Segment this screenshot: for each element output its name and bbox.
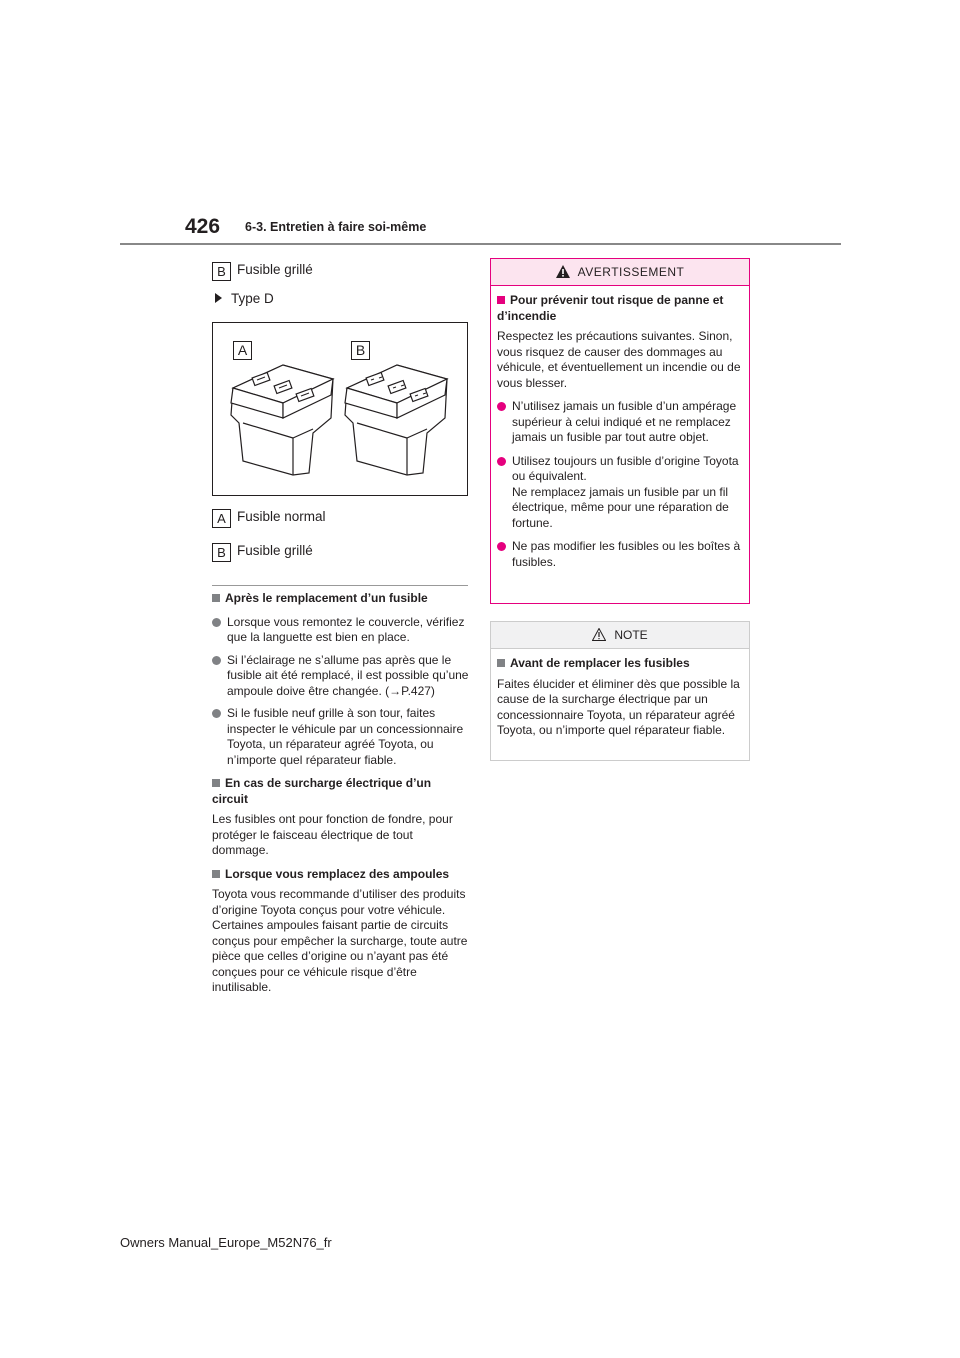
legend-key: B bbox=[212, 543, 231, 562]
square-bullet-icon bbox=[212, 594, 220, 602]
legend-text: Fusible grillé bbox=[237, 543, 313, 558]
warning-bullet: Utilisez toujours un fusible d’origine Toyota ou équivalent. Ne remplacez jamais un fusible par un fil électrique, même pour une réparation de fortune. bbox=[497, 454, 741, 532]
warning-triangle-icon bbox=[556, 265, 570, 278]
warning-title: AVERTISSEMENT bbox=[577, 265, 685, 279]
bulbs-text-2: Certaines ampoules faisant partie de circuits conçus pour empêcher la surcharge, toute autre pièce que celles d’origine ou n’ayant pas été conçues pour ce véhicule risque d’être inutilisable. bbox=[212, 918, 468, 994]
type-heading bbox=[215, 291, 274, 306]
section-separator bbox=[212, 585, 468, 586]
warning-heading: Pour prévenir tout risque de panne et d’incendie bbox=[497, 293, 724, 323]
square-bullet-icon bbox=[212, 870, 220, 878]
overload-heading: En cas de surcharge électrique d’un circuit bbox=[212, 776, 432, 806]
triangle-bullet-icon bbox=[215, 293, 222, 303]
section-title: 6-3. Entretien à faire soi-même bbox=[245, 220, 427, 234]
legend-text: Fusible normal bbox=[237, 509, 326, 524]
legend-key: B bbox=[212, 262, 231, 281]
type-label: Type D bbox=[231, 291, 274, 306]
note-header bbox=[491, 622, 749, 649]
caution-triangle-icon bbox=[592, 628, 606, 641]
bullet-item: Lorsque vous remontez le couvercle, vérifiez que la languette est bien en place. bbox=[212, 615, 470, 646]
left-column-notes bbox=[212, 591, 470, 996]
bullet-item: Si l’éclairage ne s’allume pas après que le fusible ait été remplacé, il est possible qu’une ampoule doive être changée. (→P.427) bbox=[212, 653, 470, 700]
bullet-item: Si le fusible neuf grille à son tour, faites inspecter le véhicule par un concessionnaire Toyota, un réparateur agréé Toyota, ou n’importe quel réparateur fiable. bbox=[212, 706, 470, 768]
note-heading: Avant de remplacer les fusibles bbox=[497, 656, 741, 672]
header-rule bbox=[120, 243, 841, 245]
legend-text: Fusible grillé bbox=[237, 262, 313, 277]
warning-bullet: N’utilisez jamais un fusible d’un ampérage supérieur à celui indiqué et ne remplacez jamais un fusible par tout autre objet. bbox=[497, 399, 741, 446]
overload-text: Les fusibles ont pour fonction de fondre, pour protéger le faisceau électrique de tout dommage. bbox=[212, 812, 453, 857]
square-bullet-icon bbox=[497, 296, 505, 304]
note-box bbox=[490, 621, 750, 761]
legend-key: A bbox=[212, 509, 231, 528]
square-bullet-icon bbox=[497, 659, 505, 667]
bulbs-text-1: Toyota vous recommande d’utiliser des produits d’origine Toyota conçus pour votre véhicule. bbox=[212, 887, 466, 917]
warning-bullet: Ne pas modifier les fusibles ou les boîtes à fusibles. bbox=[497, 539, 741, 570]
fuse-illustration bbox=[213, 323, 467, 495]
bulbs-heading: Lorsque vous remplacez des ampoules bbox=[212, 867, 470, 883]
fuse-figure bbox=[212, 322, 468, 496]
footer-text: Owners Manual_Europe_M52N76_fr bbox=[120, 1235, 332, 1250]
legend-item-top bbox=[212, 262, 313, 281]
legend-item-b bbox=[212, 543, 313, 562]
legend-item-a bbox=[212, 509, 326, 528]
page-number: 426 bbox=[185, 215, 221, 238]
note-text: Faites élucider et éliminer dès que possible la cause de la surcharge électrique par un concessionnaire Toyota, un réparateur agréé Toyota, ou n’importe quel réparateur fiable. bbox=[497, 676, 740, 737]
note-title: NOTE bbox=[614, 628, 648, 642]
figure-label-a: A bbox=[233, 341, 252, 360]
warning-intro: Respectez les précautions suivantes. Sinon, vous risquez de causer des dommages au véhicule, et éventuellement un incendie ou de vous blesser. bbox=[497, 329, 741, 390]
square-bullet-icon bbox=[212, 779, 220, 787]
figure-label-b: B bbox=[351, 341, 370, 360]
warning-header bbox=[491, 259, 749, 286]
after-replace-heading: Après le remplacement d’un fusible bbox=[212, 591, 470, 607]
warning-box bbox=[490, 258, 750, 604]
